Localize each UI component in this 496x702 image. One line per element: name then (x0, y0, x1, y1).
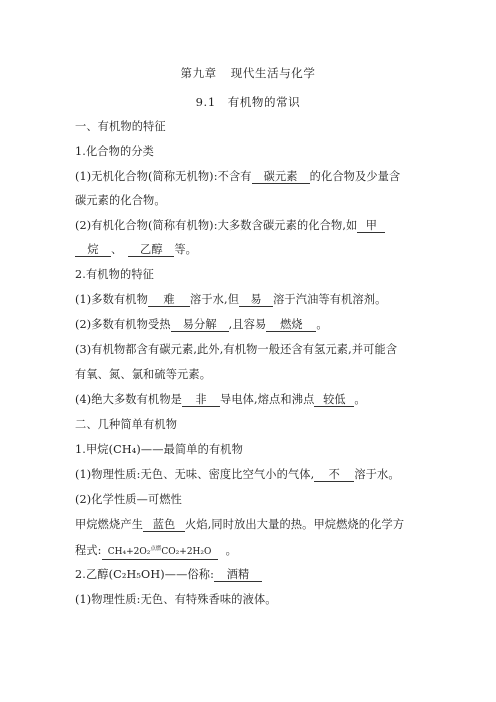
reaction-condition: 点燃 (150, 546, 162, 552)
subheading-classification: 1.化合物的分类 (75, 145, 154, 158)
fill-blank: 燃烧 (266, 318, 316, 332)
fill-blank: 碳元素 (252, 170, 310, 184)
fill-blank: 非 (182, 393, 220, 407)
subheading-ethanol: 2.乙醇(C₂H₅OH)——俗称: 酒精 (75, 568, 262, 582)
fill-blank: 酒精 (214, 568, 262, 582)
paragraph-methane-physical: (1)物理性质:无色、无味、密度比空气小的气体, 不 溶于水。 (75, 468, 400, 481)
paragraph-methane-chemical: (2)化学性质—可燃性 (75, 493, 182, 506)
paragraph-methane-combustion: 甲烷燃烧产生 蓝色 火焰,同时放出大量的热。甲烷燃烧的化学方 (75, 518, 405, 531)
paragraph-ethanol-physical: (1)物理性质:无色、有特殊香味的液体。 (75, 593, 277, 606)
chapter-name: 现代生活与化学 (230, 66, 316, 80)
paragraph-heat: (2)多数有机物受热 易分解 ,且容易 燃烧 。 (75, 318, 328, 331)
chapter-title (0, 66, 496, 80)
section-title (0, 95, 496, 109)
section-name: 有机物的常识 (227, 95, 301, 109)
fill-blank: 难 (148, 293, 190, 307)
heading-2: 二、几种简单有机物 (75, 418, 178, 431)
paragraph-inorganic-cont: 碳元素的化合物。 (75, 194, 166, 207)
fill-blank: 乙醇 (128, 243, 174, 257)
paragraph-methane-equation: 程式: CH₄+2O₂$^{点燃}$CO₂+2H₂O 。 (75, 543, 237, 560)
subheading-characteristics: 2.有机物的特征 (75, 268, 154, 281)
paragraph-elements: (3)有机物都含有碳元素,此外,有机物一般还含有氢元素,并可能含 (75, 343, 398, 356)
heading-1: 一、有机物的特征 (75, 120, 166, 133)
fill-blank: 蓝色 (143, 518, 185, 532)
fill-blank: 烷 (75, 243, 111, 257)
fill-blank: 甲 (357, 219, 385, 233)
section-number: 9.1 (195, 95, 216, 109)
chapter-number: 第九章 (180, 66, 217, 80)
chemical-equation: CH₄+2O₂$^{点燃}$CO₂+2H₂O (102, 543, 218, 560)
fill-blank: 较低 (314, 393, 354, 407)
paragraph-organic-cont: 烷 、 乙醇 等。 (75, 243, 197, 257)
fill-blank: 易 (239, 293, 273, 307)
paragraph-organic: (2)有机化合物(简称有机物):大多数含碳元素的化合物,如 甲 (75, 219, 385, 233)
paragraph-conductivity: (4)绝大多数有机物是 非 导电体,熔点和沸点 较低 。 (75, 393, 366, 406)
subheading-methane: 1.甲烷(CH₄)——最简单的有机物 (75, 443, 243, 456)
paragraph-elements-cont: 有氧、氮、氯和硫等元素。 (75, 368, 212, 381)
paragraph-inorganic: (1)无机化合物(简称无机物):不含有 碳元素 的化合物及少量含 (75, 170, 401, 183)
paragraph-solubility: (1)多数有机物 难 溶于水,但 易 溶于汽油等有机溶剂。 (75, 293, 387, 306)
fill-blank: 易分解 (171, 318, 229, 332)
fill-blank: 不 (314, 468, 354, 482)
